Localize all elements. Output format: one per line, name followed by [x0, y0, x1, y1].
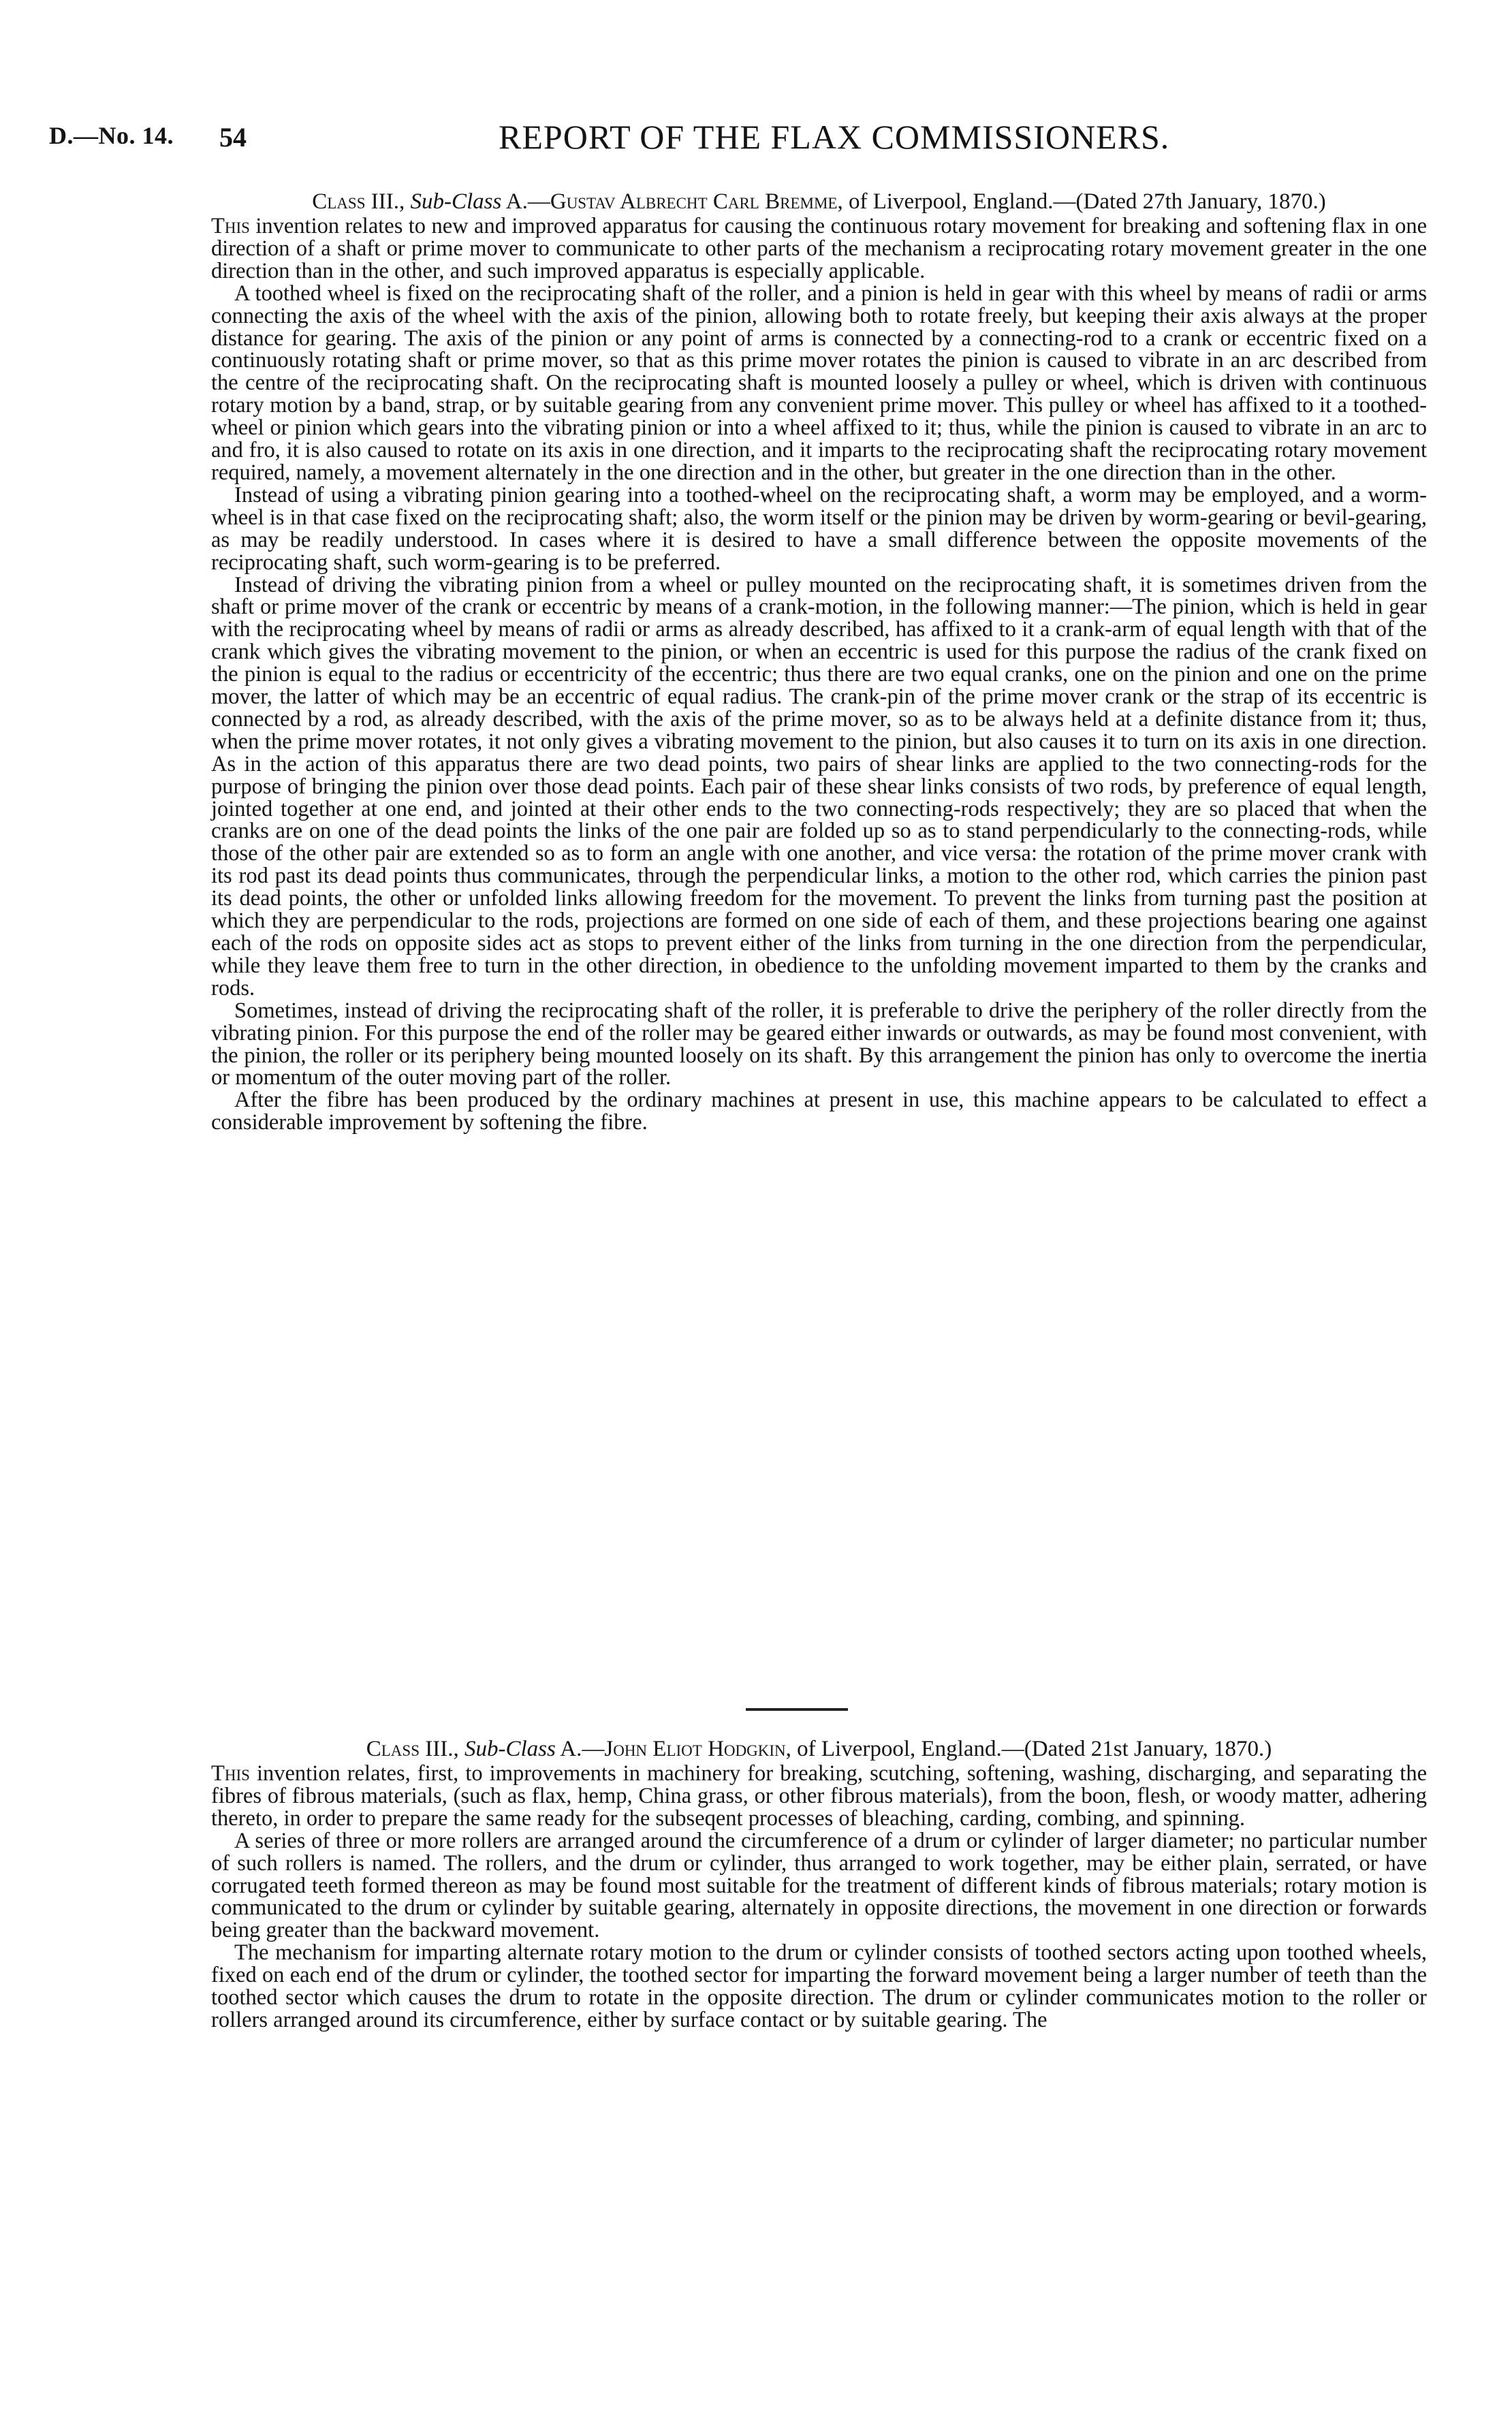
subclass-label: Sub-Class [410, 189, 502, 214]
paragraph: The mechanism for imparting alternate rotary motion to the drum or cylinder consists of toothed sectors acting upon toothed wheels, fixed on each end of the drum or cylinder, the toothed sector for imparting the forward movement being a larger number of teeth than the toothed sector which causes the drum to rotate in the opposite direction. The drum or cylinder communicates motion to the roller or rollers arranged around its circumference, either by surface contact or by suitable gearing. The [211, 1940, 1427, 2032]
place-date: , of Liverpool, England.—(Dated 21st January, 1870.) [785, 1737, 1272, 1761]
running-header [49, 114, 1180, 162]
lead-word: This [211, 1761, 250, 1786]
paragraph: After the fibre has been produced by the ordinary machines at present in use, this machine appears to be calculated to effect a considerable improvement by softening the fibre. [211, 1088, 1427, 1135]
paragraph: Instead of using a vibrating pinion gearing into a toothed-wheel on the reciprocating shaft, a worm may be employed, and a worm-wheel is in that case fixed on the reciprocating shaft; also, the worm itself or the pinion may be driven by worm-gearing or bevil-gearing, as may be readily understood. In cases where it is desired to have a small difference between the opposite movements of the reciprocating shaft, such worm-gearing is to be preferred. [211, 482, 1427, 575]
paragraph: Sometimes, instead of driving the reciprocating shaft of the roller, it is preferable to drive the periphery of the roller directly from the vibrating pinion. For this purpose the end of the roller may be geared either inwards or outwards, as may be found most convenient, with the pinion, the roller or its periphery being mounted loosely on its shaft. By this arrangement the pinion has only to overcome the inertia or momentum of the outer moving part of the roller. [211, 998, 1427, 1090]
running-title: REPORT OF THE FLAX COMMISSIONERS. [499, 118, 1170, 156]
document-reference: D.—No. 14. [49, 122, 174, 149]
paragraph: Instead of driving the vibrating pinion from a wheel or pulley mounted on the reciprocating shaft, it is sometimes driven from the shaft or prime mover of the crank or eccentric by means of a crank-motion, in the following manner:—The pinion, which is held in gear with the reciprocating wheel by means of radii or arms as already described, has affixed to it a crank-arm of equal length with that of the crank which gives the vibrating movement to the pinion, or when an eccentric is used for this purpose the radius of the crank fixed on the pinion is equal to the radius or eccentricity of the eccentric; thus there are two equal cranks, one on the pinion and one on the prime mover, the latter of which may be an eccentric of equal radius. The crank-pin of the prime mover crank or the strap of its eccentric is connected by a rod, as already described, with the axis of the prime mover, so as to be always held at a definite distance from it; thus, when the prime mover rotates, it not only gives a vibrating movement to the pinion, but also causes it to turn on its axis in one direction. As in the action of this apparatus there are two dead points, two pairs of shear links are applied to the two connecting-rods for the purpose of bringing the pinion over those dead points. Each pair of these shear links consists of two rods, by preference of equal length, jointed together at one end, and jointed at their other ends to the two connecting-rods respectively; they are so placed that when the cranks are on one of the dead points the links of the one pair are folded up so as to stand perpendicularly to the connecting-rods, while those of the other pair are extended so as to form an angle with one another, and vice versa: the rotation of the prime mover crank with its rod past its dead points thus communicates, through the perpendicular links, a motion to the other rod, which carries the pinion past its dead points, the other or unfolded links allowing freedom for the movement. To prevent the links from turning past the position at which they are perpendicular to the rods, projections are formed on one side of each of them, and these projections bearing one against each of the rods on opposite sides act as stops to prevent either of the links from turning in the one direction from the perpendicular, while they leave them free to turn in the other direction, in obedience to the unfolding movement imparted to them by the cranks and rods. [211, 572, 1427, 1000]
patent-entry-hodgkin [211, 1735, 1427, 2032]
patent-entry-bremme [211, 188, 1427, 1134]
class-label: Class III., [312, 189, 405, 214]
subclass-rest: A.— [505, 189, 550, 214]
inventor-name: John Eliot Hodgkin [604, 1737, 786, 1761]
entry-heading [211, 188, 1427, 215]
subclass-rest: A.— [560, 1737, 605, 1761]
paragraph: This invention relates to new and improved apparatus for causing the continuous rotary movement for breaking and softening flax in one direction of a shaft or prime mover to communicate to other parts of the mechanism a reciprocating rotary movement greater in the one direction than in the other, and such improved apparatus is especially applicable. [211, 214, 1427, 283]
paragraph: A toothed wheel is fixed on the reciprocating shaft of the roller, and a pinion is held in gear with this wheel by means of radii or arms connecting the axis of the wheel with the axis of the pinion, allowing both to rotate freely, but keeping their axis always at the proper distance for gearing. The axis of the pinion or any point of arms is connected by a connecting-rod to a crank or eccentric fixed on a continuously rotating shaft or prime mover, so that as this prime mover rotates the pinion is caused to vibrate in an arc described from the centre of the reciprocating shaft. On the reciprocating shaft is mounted loosely a pulley or wheel, which is driven with continuous rotary motion by a band, strap, or by suitable gearing from any convenient prime mover. This pulley or wheel has affixed to it a toothed-wheel or pinion which gears into the vibrating pinion or into a wheel affixed to it; thus, while the pinion is caused to vibrate in an arc to and fro, it is also caused to rotate on its axis in one direction, and it imparts to the reciprocating shaft the reciprocating rotary movement required, namely, a movement alternately in the one direction and in the other, but greater in the one direction than in the other. [211, 281, 1427, 485]
paragraph: This invention relates, first, to improvements in machinery for breaking, scutching, softening, washing, discharging, and separating the fibres of fibrous materials, (such as flax, hemp, China grass, or other fibrous materials), from the boon, flesh, or woody matter, adhering thereto, in order to prepare the same ready for the subseqent processes of bleaching, carding, combing, and spinning. [211, 1761, 1427, 1831]
place-date: , of Liverpool, England.—(Dated 27th January, 1870.) [837, 189, 1326, 214]
entry-heading [211, 1735, 1427, 1763]
inventor-name: Gustav Albrecht Carl Bremme [550, 189, 838, 214]
page-number: 54 [219, 122, 247, 153]
class-label: Class III., [366, 1737, 459, 1761]
lead-word: This [211, 214, 250, 238]
paragraph: A series of three or more rollers are arranged around the circumference of a drum or cylinder of larger diameter; no particular number of such rollers is named. The rollers, and the drum or cylinder, thus arranged to work together, may be either plain, serrated, or have corrugated teeth formed thereon as may be found most suitable for the treatment of different kinds of fibrous materials; rotary motion is communicated to the drum or cylinder by suitable gearing, alternately in opposite directions, the movement in one direction or forwards being greater than the backward movement. [211, 1828, 1427, 1943]
subclass-label: Sub-Class [464, 1737, 556, 1761]
section-divider [746, 1708, 848, 1711]
